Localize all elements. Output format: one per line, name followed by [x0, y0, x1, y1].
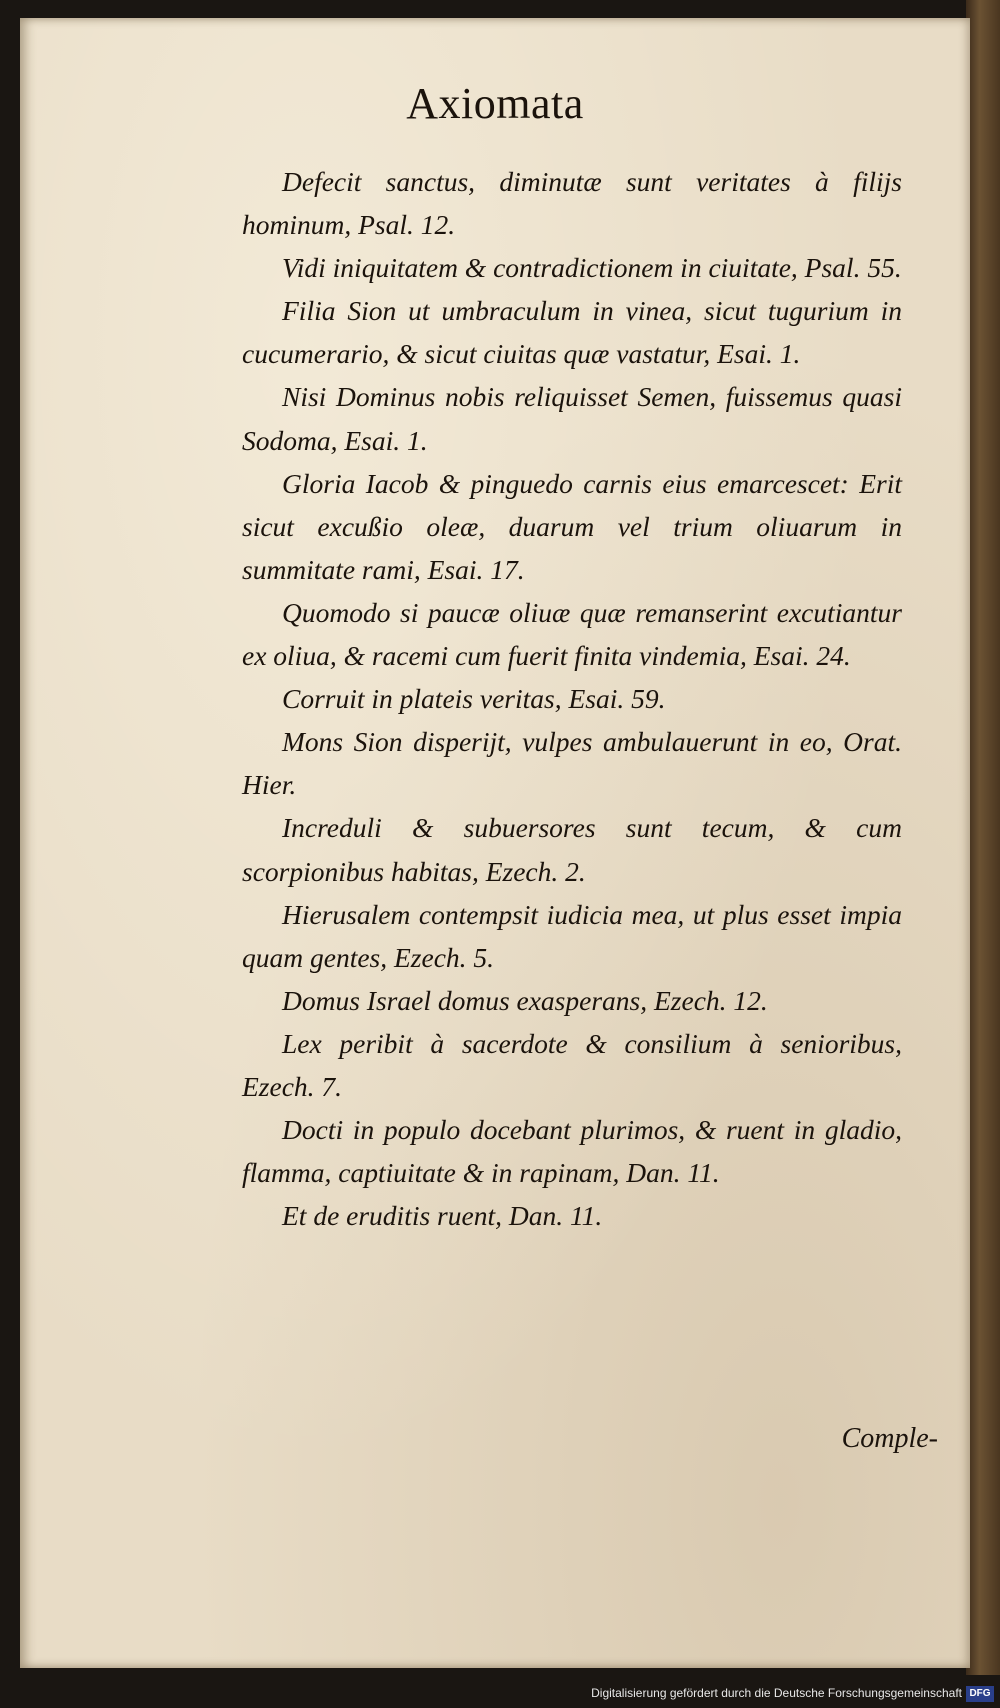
entry: Hierusalem contempsit iudicia mea, ut plus esset impia quam gentes, Ezech. 5.: [242, 898, 902, 973]
entry: Gloria Iacob & pinguedo carnis eius emarcescet: Erit sicut excußio oleæ, duarum vel trium oliuarum in summitate rami, Esai. 17.: [242, 467, 902, 585]
running-head: Axiomata: [406, 79, 584, 128]
entry: Corruit in plateis veritas, Esai. 59.: [282, 683, 666, 715]
entry: Et de eruditis ruent, Dan. 11.: [282, 1200, 603, 1232]
entry: Lex peribit à sacerdote & consilium à senioribus, Ezech. 7.: [242, 1027, 902, 1102]
entry: Docti in populo docebant plurimos, & ruent in gladio, flamma, captiuitate & in rapinam, Dan. 11.: [242, 1114, 902, 1189]
page-text: [242, 160, 902, 1237]
book-page: [20, 18, 970, 1668]
dfg-logo-icon: DFG: [966, 1686, 994, 1702]
catchword: Comple-: [841, 1423, 938, 1454]
entry: Filia Sion ut umbraculum in vinea, sicut tugurium in cucumerario, & sicut ciuitas quæ vastatur, Esai. 1.: [242, 295, 902, 370]
footer-bar: [0, 1678, 1000, 1708]
entry: Defecit sanctus, diminutæ sunt veritates à filijs hominum, Psal. 12.: [242, 166, 902, 241]
entry: Quomodo si paucæ oliuæ quæ remanserint excutiantur ex oliua, & racemi cum fuerit finita vindemia, Esai. 24.: [242, 596, 902, 672]
entry: Nisi Dominus nobis reliquisset Semen, fuissemus quasi Sodoma, Esai. 1.: [242, 381, 902, 456]
funding-note: Digitalisierung gefördert durch die Deutsche Forschungsgemeinschaft: [591, 1686, 962, 1700]
entry: Vidi iniquitatem & contradictionem in ciuitate, Psal. 55.: [282, 252, 902, 284]
book-edge: [966, 0, 1000, 1675]
entry: Mons Sion disperijt, vulpes ambulauerunt in eo, Orat. Hier.: [242, 726, 902, 801]
entry: Domus Israel domus exasperans, Ezech. 12.: [282, 984, 768, 1016]
entry: Increduli & subuersores sunt tecum, & cum scorpionibus habitas, Ezech. 2.: [242, 812, 902, 887]
